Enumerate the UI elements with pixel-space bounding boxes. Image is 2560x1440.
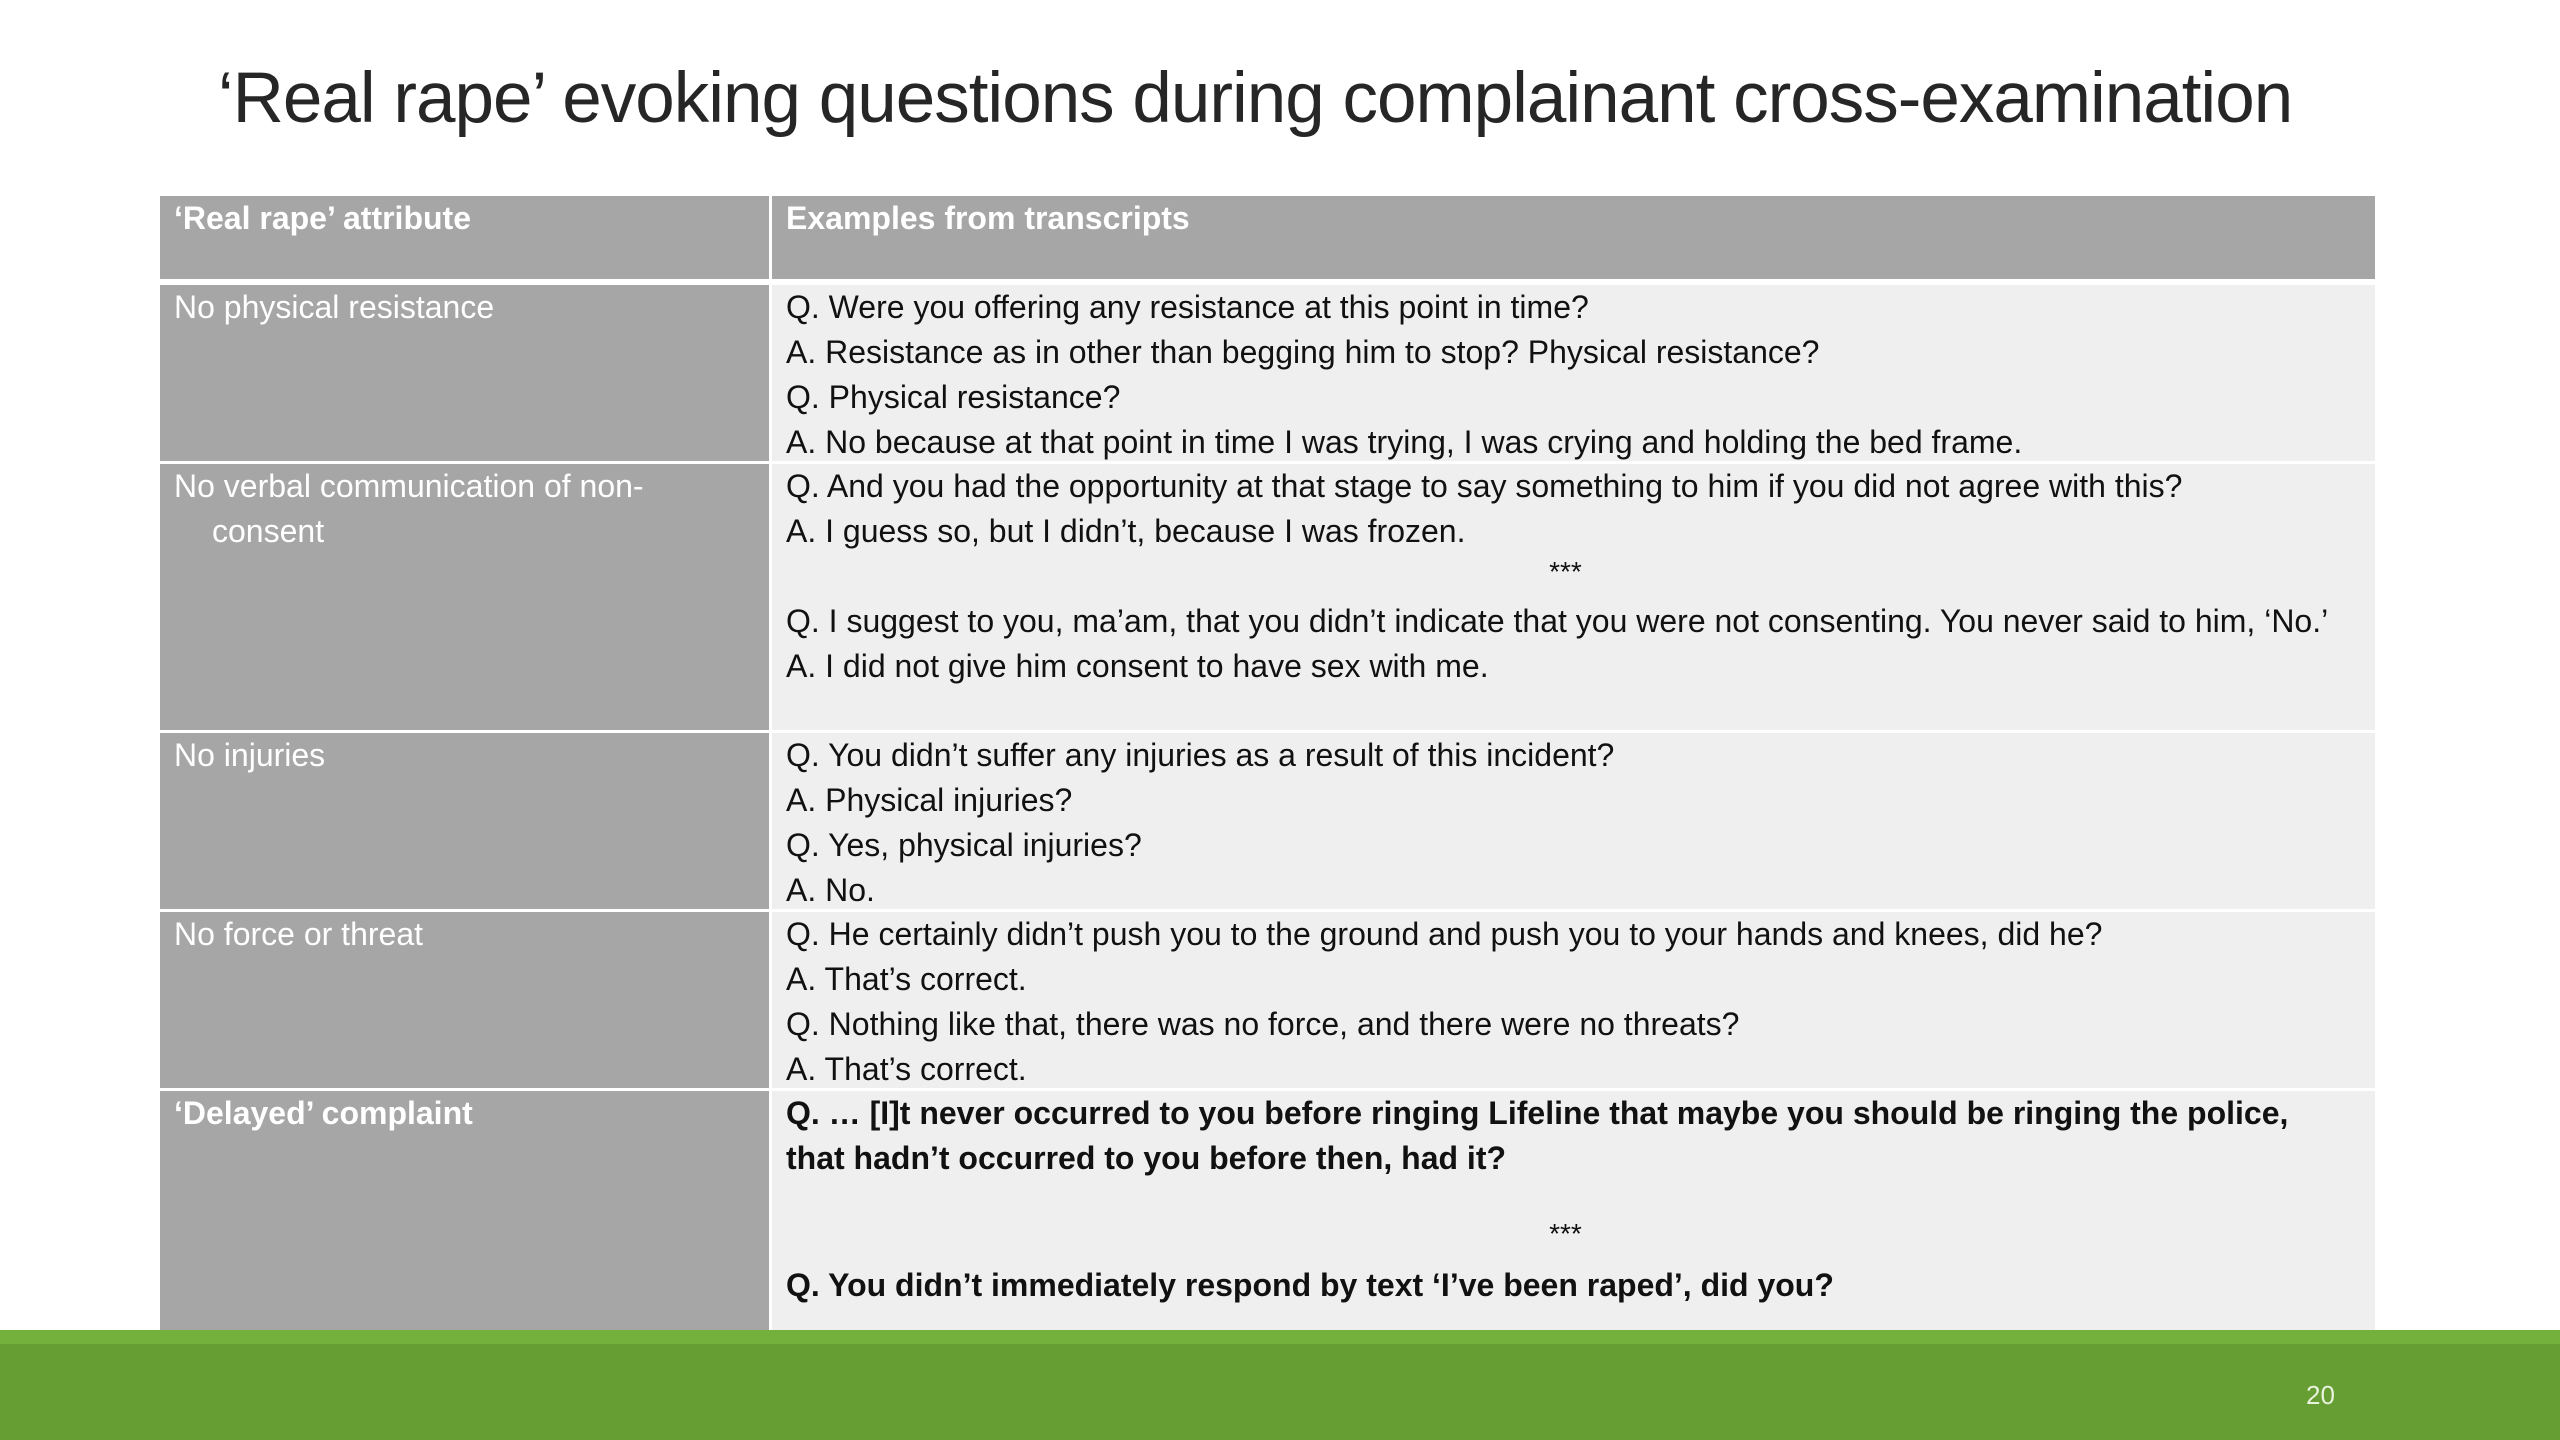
transcript-line: Q. And you had the opportunity at that stage to say something to him if you did not agree with this? xyxy=(786,468,2183,504)
examples-cell xyxy=(772,464,2375,730)
transcript-line: A. That’s correct. xyxy=(786,961,1027,997)
separator-stars: *** xyxy=(1549,556,1582,587)
examples-cell xyxy=(772,285,2375,461)
header-attribute: ‘Real rape’ attribute xyxy=(160,196,772,279)
table-row xyxy=(160,464,2375,733)
attribute-cell: ‘Delayed’ complaint xyxy=(160,1091,772,1331)
table-row xyxy=(160,1091,2375,1331)
header-examples: Examples from transcripts xyxy=(772,196,2375,279)
table-row xyxy=(160,285,2375,464)
transcript-line: Q. Nothing like that, there was no force, and there were no threats? xyxy=(786,1006,1740,1042)
slide-title: ‘Real rape’ evoking questions during complainant cross-examination xyxy=(217,59,2293,138)
page-number: 20 xyxy=(2306,1380,2335,1410)
transcript-line: Q. Yes, physical injuries? xyxy=(786,827,1142,863)
footer-bar xyxy=(0,1330,2560,1440)
transcript-line: Q. … [I]t never occurred to you before ringing Lifeline that maybe you should be ringing the police, that hadn’t occurred to you before then, had it? xyxy=(786,1095,2289,1176)
examples-cell xyxy=(772,912,2375,1088)
transcript-line: Q. He certainly didn’t push you to the ground and push you to your hands and knees, did he? xyxy=(786,916,2103,952)
transcript-line: A. No because at that point in time I was trying, I was crying and holding the bed frame. xyxy=(786,424,2023,460)
attribute-label: No verbal communication of non-consent xyxy=(174,468,644,549)
transcript-line: A. I guess so, but I didn’t, because I was frozen. xyxy=(786,513,1466,549)
transcript-line: A. That’s correct. xyxy=(786,1051,1027,1087)
attribute-cell: No force or threat xyxy=(160,912,772,1088)
separator-stars: *** xyxy=(1549,1218,1582,1249)
transcript-line: Q. You didn’t suffer any injuries as a result of this incident? xyxy=(786,737,1615,773)
transcript-line: A. Physical injuries? xyxy=(786,782,1073,818)
transcript-line: Q. Physical resistance? xyxy=(786,379,1121,415)
transcript-table xyxy=(160,196,2375,1331)
transcript-line: Q. You didn’t immediately respond by text ‘I’ve been raped’, did you? xyxy=(786,1267,1834,1303)
table-row xyxy=(160,733,2375,912)
table-row xyxy=(160,912,2375,1091)
transcript-line: Q. Were you offering any resistance at this point in time? xyxy=(786,289,1589,325)
transcript-line: A. Resistance as in other than begging him to stop? Physical resistance? xyxy=(786,334,1820,370)
examples-cell xyxy=(772,733,2375,909)
transcript-line: A. I did not give him consent to have sex with me. xyxy=(786,648,1489,684)
transcript-line: A. No. xyxy=(786,872,875,908)
transcript-line: Q. I suggest to you, ma’am, that you didn’t indicate that you were not consenting. You never said to him, ‘No.’ xyxy=(786,603,2329,639)
footer-accent xyxy=(0,1330,2560,1344)
table-header-row xyxy=(160,196,2375,285)
examples-cell xyxy=(772,1091,2375,1331)
attribute-cell xyxy=(160,464,772,730)
attribute-cell: No injuries xyxy=(160,733,772,909)
attribute-cell: No physical resistance xyxy=(160,285,772,461)
